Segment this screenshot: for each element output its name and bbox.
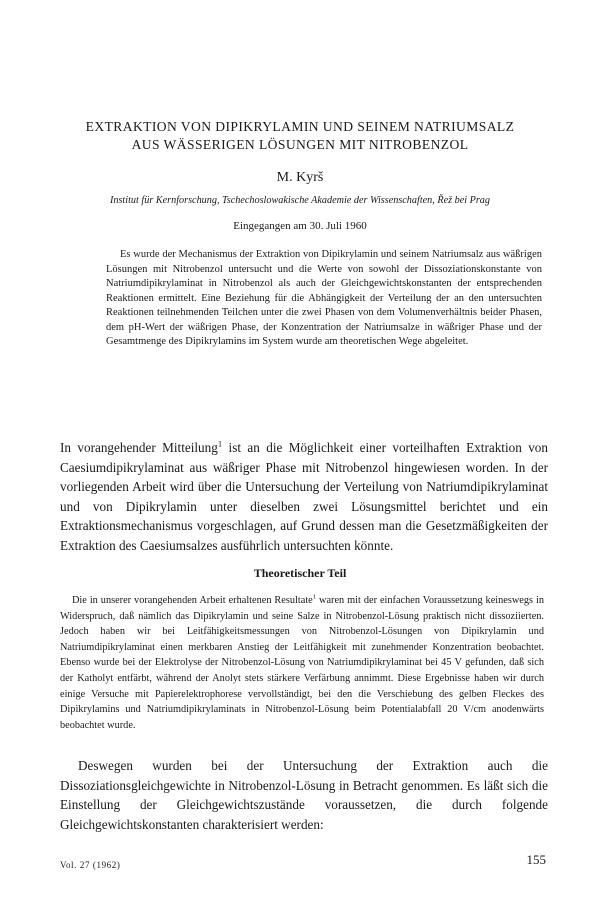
intro-paragraph	[60, 438, 548, 555]
received-date: Eingegangen am 30. Juli 1960	[233, 220, 367, 232]
body-paragraph-text: Deswegen wurden bei der Untersuchung der Extraktion auch die Dissoziationsgleichgewichte in Nitrobenzol-Lösung in Betracht genommen. Es läßt sich die Einstellung der Gleichgewichtszustände voraussetzen, die durch folgende Gleichgewichtskonstanten charakterisiert werden:	[60, 758, 548, 832]
intro-text	[60, 438, 548, 555]
small-print-text-rest: waren mit der einfachen Voraussetzung keineswegs in Widerspruch, daß nämlich das Dipikrylamin und seine Salze in Nitrobenzol-Lösung praktisch nicht dissoziierten. Jedoch haben wir bei Leitfähigkeitsmessungen von Nitrobenzol-Lösungen von Dipikrylamin und Natriumdipikrylaminat einen merkbaren Anstieg der Leitfähigkeit mit zunehmender Konzentration beobachtet. Ebenso wurde bei der Elektrolyse der Nitrobenzol-Lösung von Natriumdipikrylaminat bei 45 V gefunden, daß sich der Katholyt entfärbt, während der Anolyt stets stärkere Verfärbung annimmt. Diese Ergebnisse haben wir durch einige Versuche mit Papierelektrophorese vervollständigt, bei den die Verschiebung des gelben Fleckes des Dipikrylamins und Natriumdipikrylaminats in Nitrobenzol-Lösung beim Potentialabfall 20 V/cm anodenwärts beobachtet wurde.	[60, 595, 544, 731]
intro-text-start: In vorangehender Mitteilung	[60, 440, 218, 455]
reference-marker: 1	[312, 593, 317, 601]
intro-text-rest: ist an die Möglichkeit einer vorteilhaften Extraktion von Caesiumdipikrylaminat aus wäßriger Phase mit Nitrobenzol hingewiesen worden. In der vorliegenden Arbeit wird über die Untersuchung der Verteilung von Natriumdipikrylaminat und von Dipikrylamin unter dieselben zwei Lösungsmittel berichtet und ein Extraktionsmechanismus vorgeschlagen, auf Grund dessen man die Gesetzmäßigkeiten der Extraktion des Caesiumsalzes ausführlich untersuchten könnte.	[60, 440, 548, 553]
reference-marker: 1	[217, 438, 223, 449]
section-heading: Theoretischer Teil	[253, 566, 347, 580]
article-title-line-1: EXTRAKTION VON DIPIKRYLAMIN UND SEINEM NATRIUMSALZ	[85, 119, 515, 134]
page-number: 155	[526, 852, 546, 867]
small-print-paragraph	[60, 593, 544, 733]
volume-info: Vol. 27 (1962)	[60, 860, 121, 870]
small-print-text-start: Die in unserer vorangehenden Arbeit erhaltenen Resultate	[72, 595, 313, 606]
abstract-text: Es wurde der Mechanismus der Extraktion von Dipikrylamin und seinem Natriumsalz aus wäßrigen Lösungen mit Nitrobenzol untersucht und die Werte von sowohl der Dissoziationskonstante von Natriumdipikrylaminat in Nitrobenzol als auch der Gleichgewichtskonstanten der entsprechenden Reaktionen ermittelt. Eine Beziehung für die Abhängigkeit der Verteilung der an den untersuchten Reaktionen teilnehmenden Teilchen unter die zwei Phasen von dem Volumenverhältnis beider Phasen, dem pH-Wert der wäßrigen Phase, der Konzentration der Natriumsalze in wäßriger Phase und der Gesamtmenge des Dipikrylamins im System wurde am theoretischen Wege abgeleitet.	[106, 249, 542, 347]
body-paragraph	[60, 756, 548, 834]
small-print-text	[60, 593, 544, 733]
article-title-line-2: AUS WÄSSERIGEN LÖSUNGEN MIT NITROBENZOL	[131, 137, 469, 152]
abstract	[106, 248, 542, 350]
author-name: M. Kyrš	[276, 170, 324, 185]
author-affiliation: Institut für Kernforschung, Tschechoslowakische Akademie der Wissenschaften, Řež bei Prag	[109, 195, 490, 206]
